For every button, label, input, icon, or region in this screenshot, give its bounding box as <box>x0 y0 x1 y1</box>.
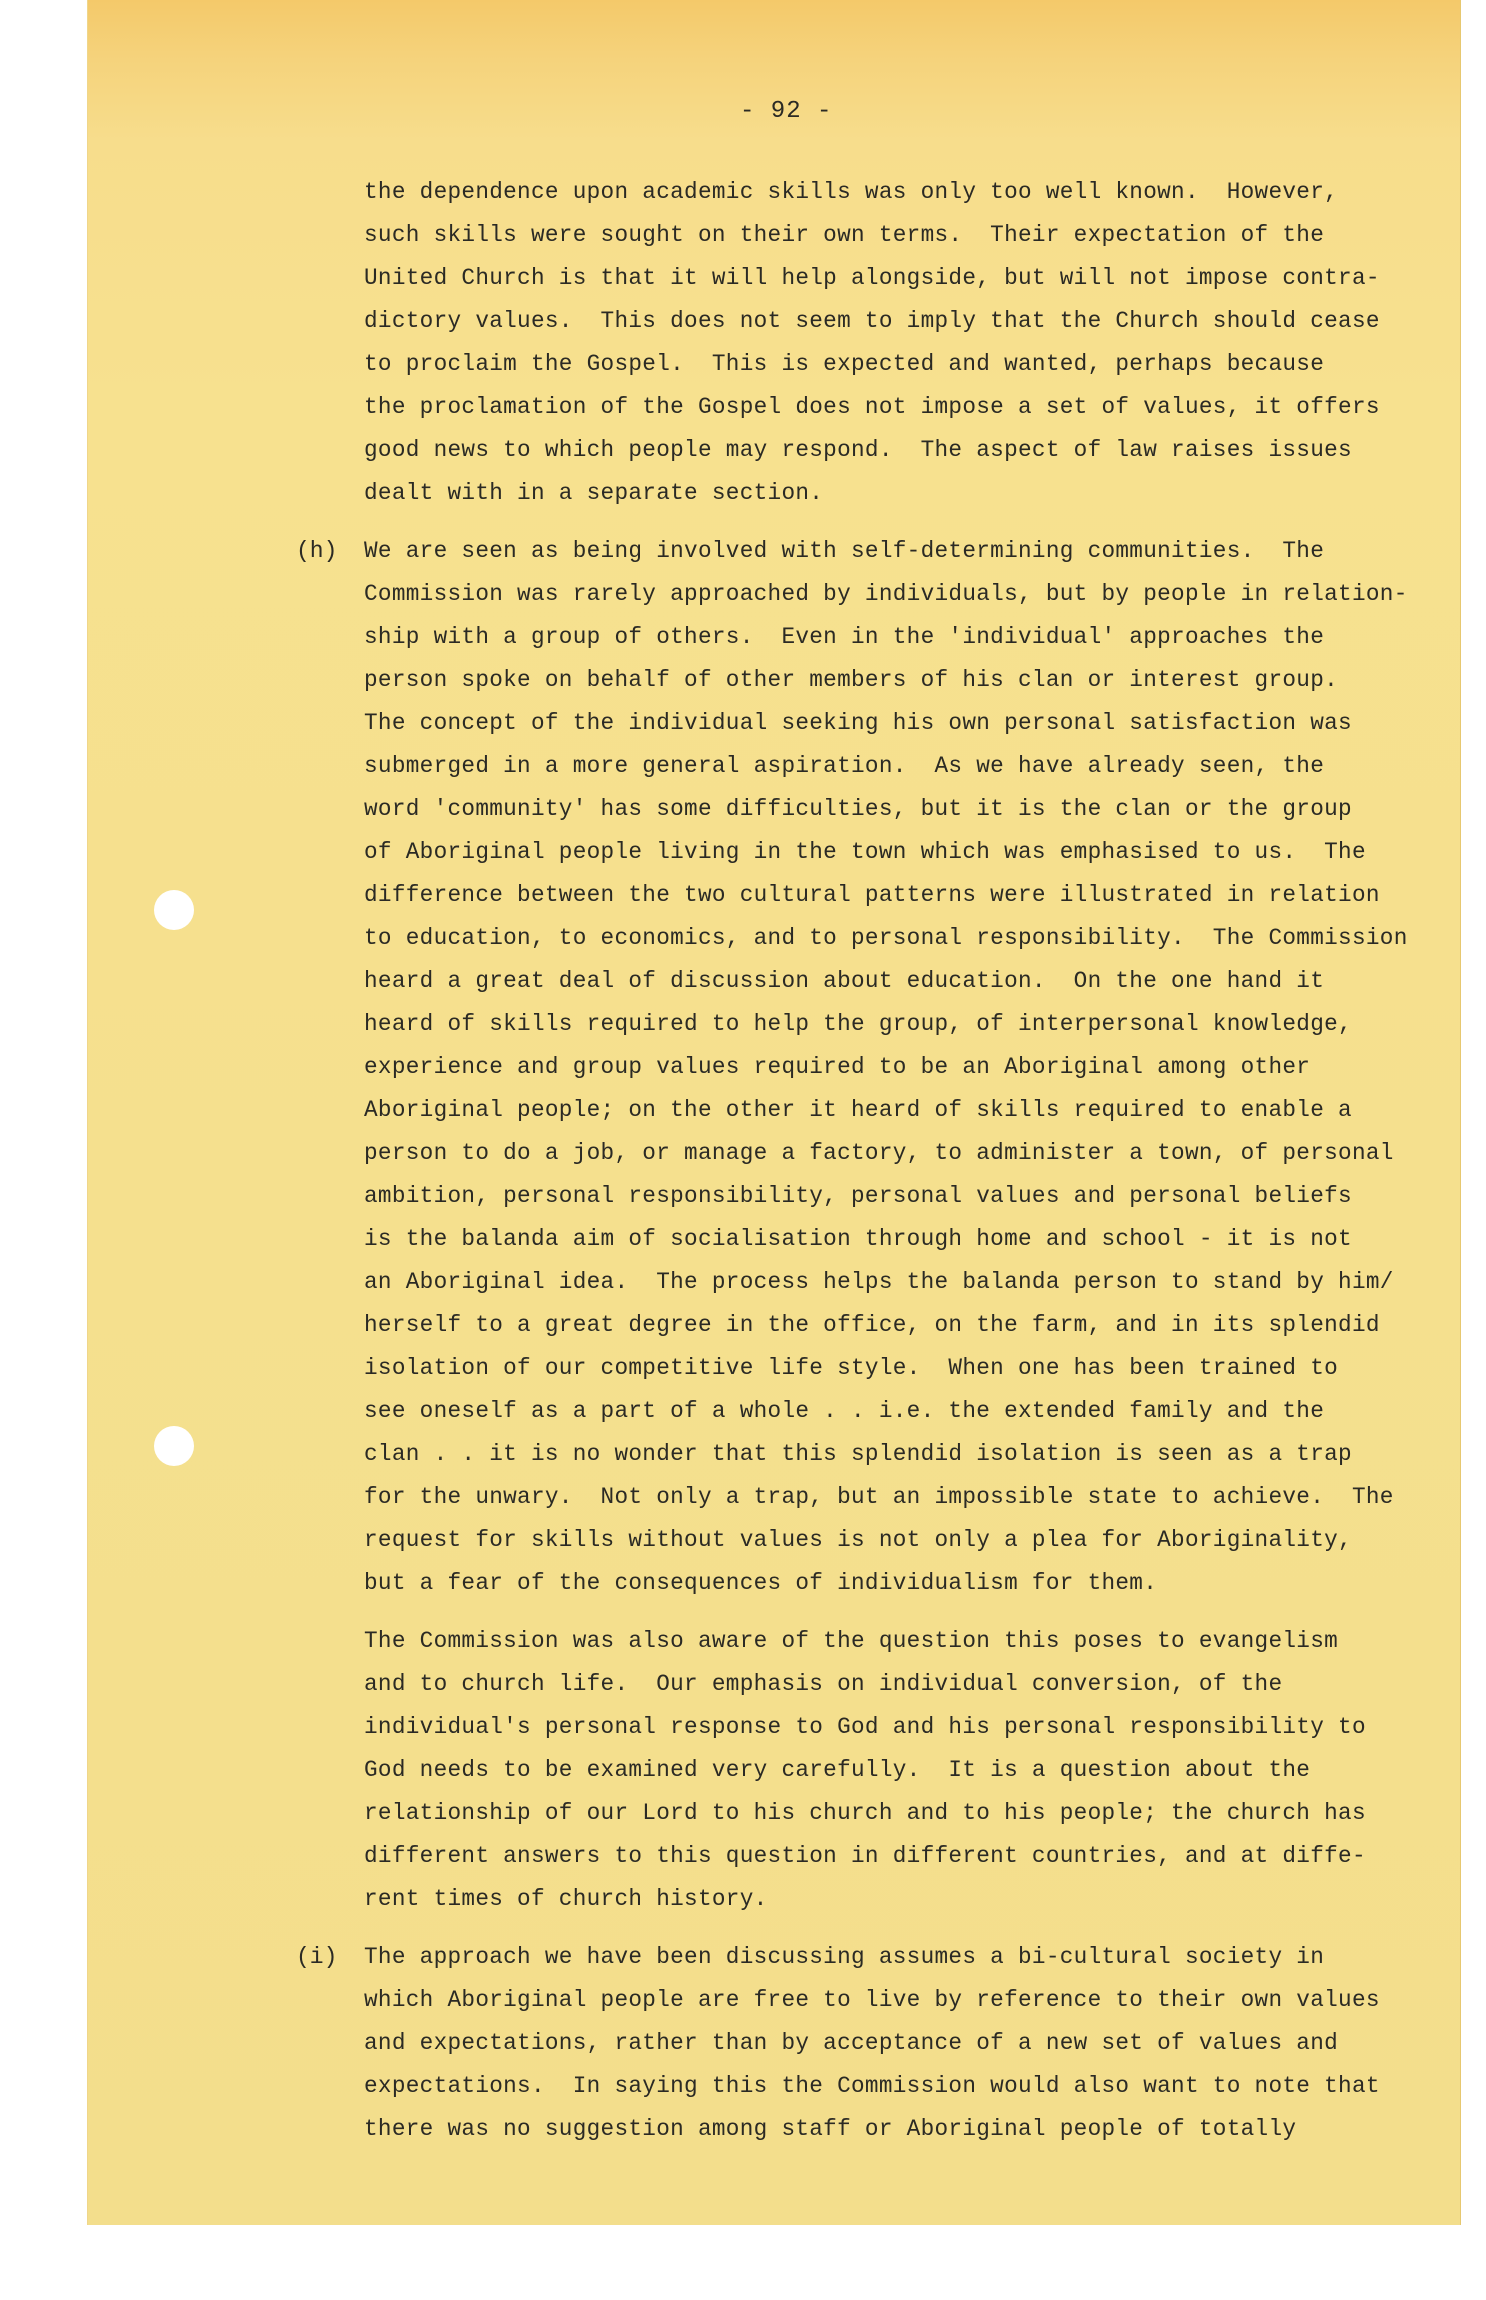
text-line: word 'community' has some difficulties, but it is the clan or the group <box>364 796 1352 822</box>
text-line: rent times of church history. <box>364 1886 768 1912</box>
text-line: individual's personal response to God and his personal responsibility to <box>364 1714 1366 1740</box>
text-line: to education, to economics, and to personal responsibility. The Commission <box>364 925 1408 951</box>
text-line: but a fear of the consequences of individualism for them. <box>364 1570 1158 1596</box>
text-line: of Aboriginal people living in the town which was emphasised to us. The <box>364 839 1366 865</box>
punch-hole-bottom <box>154 1426 194 1466</box>
page-number: - 92 - <box>740 98 833 125</box>
text-line: experience and group values required to be an Aboriginal among other <box>364 1054 1311 1080</box>
text-line: heard of skills required to help the group, of interpersonal knowledge, <box>364 1011 1352 1037</box>
text-line: ambition, personal responsibility, personal values and personal beliefs <box>364 1183 1352 1209</box>
text-line: The concept of the individual seeking his own personal satisfaction was <box>364 710 1352 736</box>
text-line: difference between the two cultural patterns were illustrated in relation <box>364 882 1380 908</box>
text-line: ship with a group of others. Even in the 'individual' approaches the <box>364 624 1325 650</box>
text-line: The Commission was also aware of the question this poses to evangelism <box>364 1628 1339 1654</box>
text-line: good news to which people may respond. The aspect of law raises issues <box>364 437 1352 463</box>
text-line: God needs to be examined very carefully. It is a question about the <box>364 1757 1311 1783</box>
text-line: request for skills without values is not only a plea for Aboriginality, <box>364 1527 1352 1553</box>
section-i-label: (i) <box>296 1944 338 1970</box>
section-h-label: (h) <box>296 538 338 564</box>
text-line: relationship of our Lord to his church and to his people; the church has <box>364 1800 1366 1826</box>
text-line: the proclamation of the Gospel does not impose a set of values, it offers <box>364 394 1380 420</box>
text-line: which Aboriginal people are free to live by reference to their own values <box>364 1987 1380 2013</box>
text-line: heard a great deal of discussion about education. On the one hand it <box>364 968 1325 994</box>
text-line: We are seen as being involved with self-determining communities. The <box>364 538 1325 564</box>
text-line: is the balanda aim of socialisation through home and school - it is not <box>364 1226 1352 1252</box>
text-line: and expectations, rather than by acceptance of a new set of values and <box>364 2030 1339 2056</box>
text-line: Aboriginal people; on the other it heard of skills required to enable a <box>364 1097 1352 1123</box>
text-line: for the unwary. Not only a trap, but an impossible state to achieve. The <box>364 1484 1394 1510</box>
text-line: clan . . it is no wonder that this splendid isolation is seen as a trap <box>364 1441 1352 1467</box>
text-line: isolation of our competitive life style. When one has been trained to <box>364 1355 1339 1381</box>
text-line: the dependence upon academic skills was only too well known. However, <box>364 179 1339 205</box>
text-line: different answers to this question in different countries, and at diffe- <box>364 1843 1366 1869</box>
text-line: an Aboriginal idea. The process helps the balanda person to stand by him/ <box>364 1269 1394 1295</box>
text-line: dealt with in a separate section. <box>364 480 824 506</box>
text-line: see oneself as a part of a whole . . i.e. the extended family and the <box>364 1398 1325 1424</box>
text-line: herself to a great degree in the office, on the farm, and in its splendid <box>364 1312 1380 1338</box>
text-line: person spoke on behalf of other members of his clan or interest group. <box>364 667 1339 693</box>
text-line: United Church is that it will help alongside, but will not impose contra- <box>364 265 1380 291</box>
text-line: dictory values. This does not seem to imply that the Church should cease <box>364 308 1380 334</box>
text-line: expectations. In saying this the Commission would also want to note that <box>364 2073 1380 2099</box>
text-line: submerged in a more general aspiration. As we have already seen, the <box>364 753 1325 779</box>
text-line: to proclaim the Gospel. This is expected and wanted, perhaps because <box>364 351 1325 377</box>
text-line: and to church life. Our emphasis on individual conversion, of the <box>364 1671 1283 1697</box>
text-line: person to do a job, or manage a factory, to administer a town, of personal <box>364 1140 1394 1166</box>
punch-hole-top <box>154 890 194 930</box>
text-line: Commission was rarely approached by individuals, but by people in relation- <box>364 581 1408 607</box>
text-line: there was no suggestion among staff or Aboriginal people of totally <box>364 2116 1297 2142</box>
text-line: The approach we have been discussing assumes a bi-cultural society in <box>364 1944 1325 1970</box>
text-line: such skills were sought on their own terms. Their expectation of the <box>364 222 1325 248</box>
